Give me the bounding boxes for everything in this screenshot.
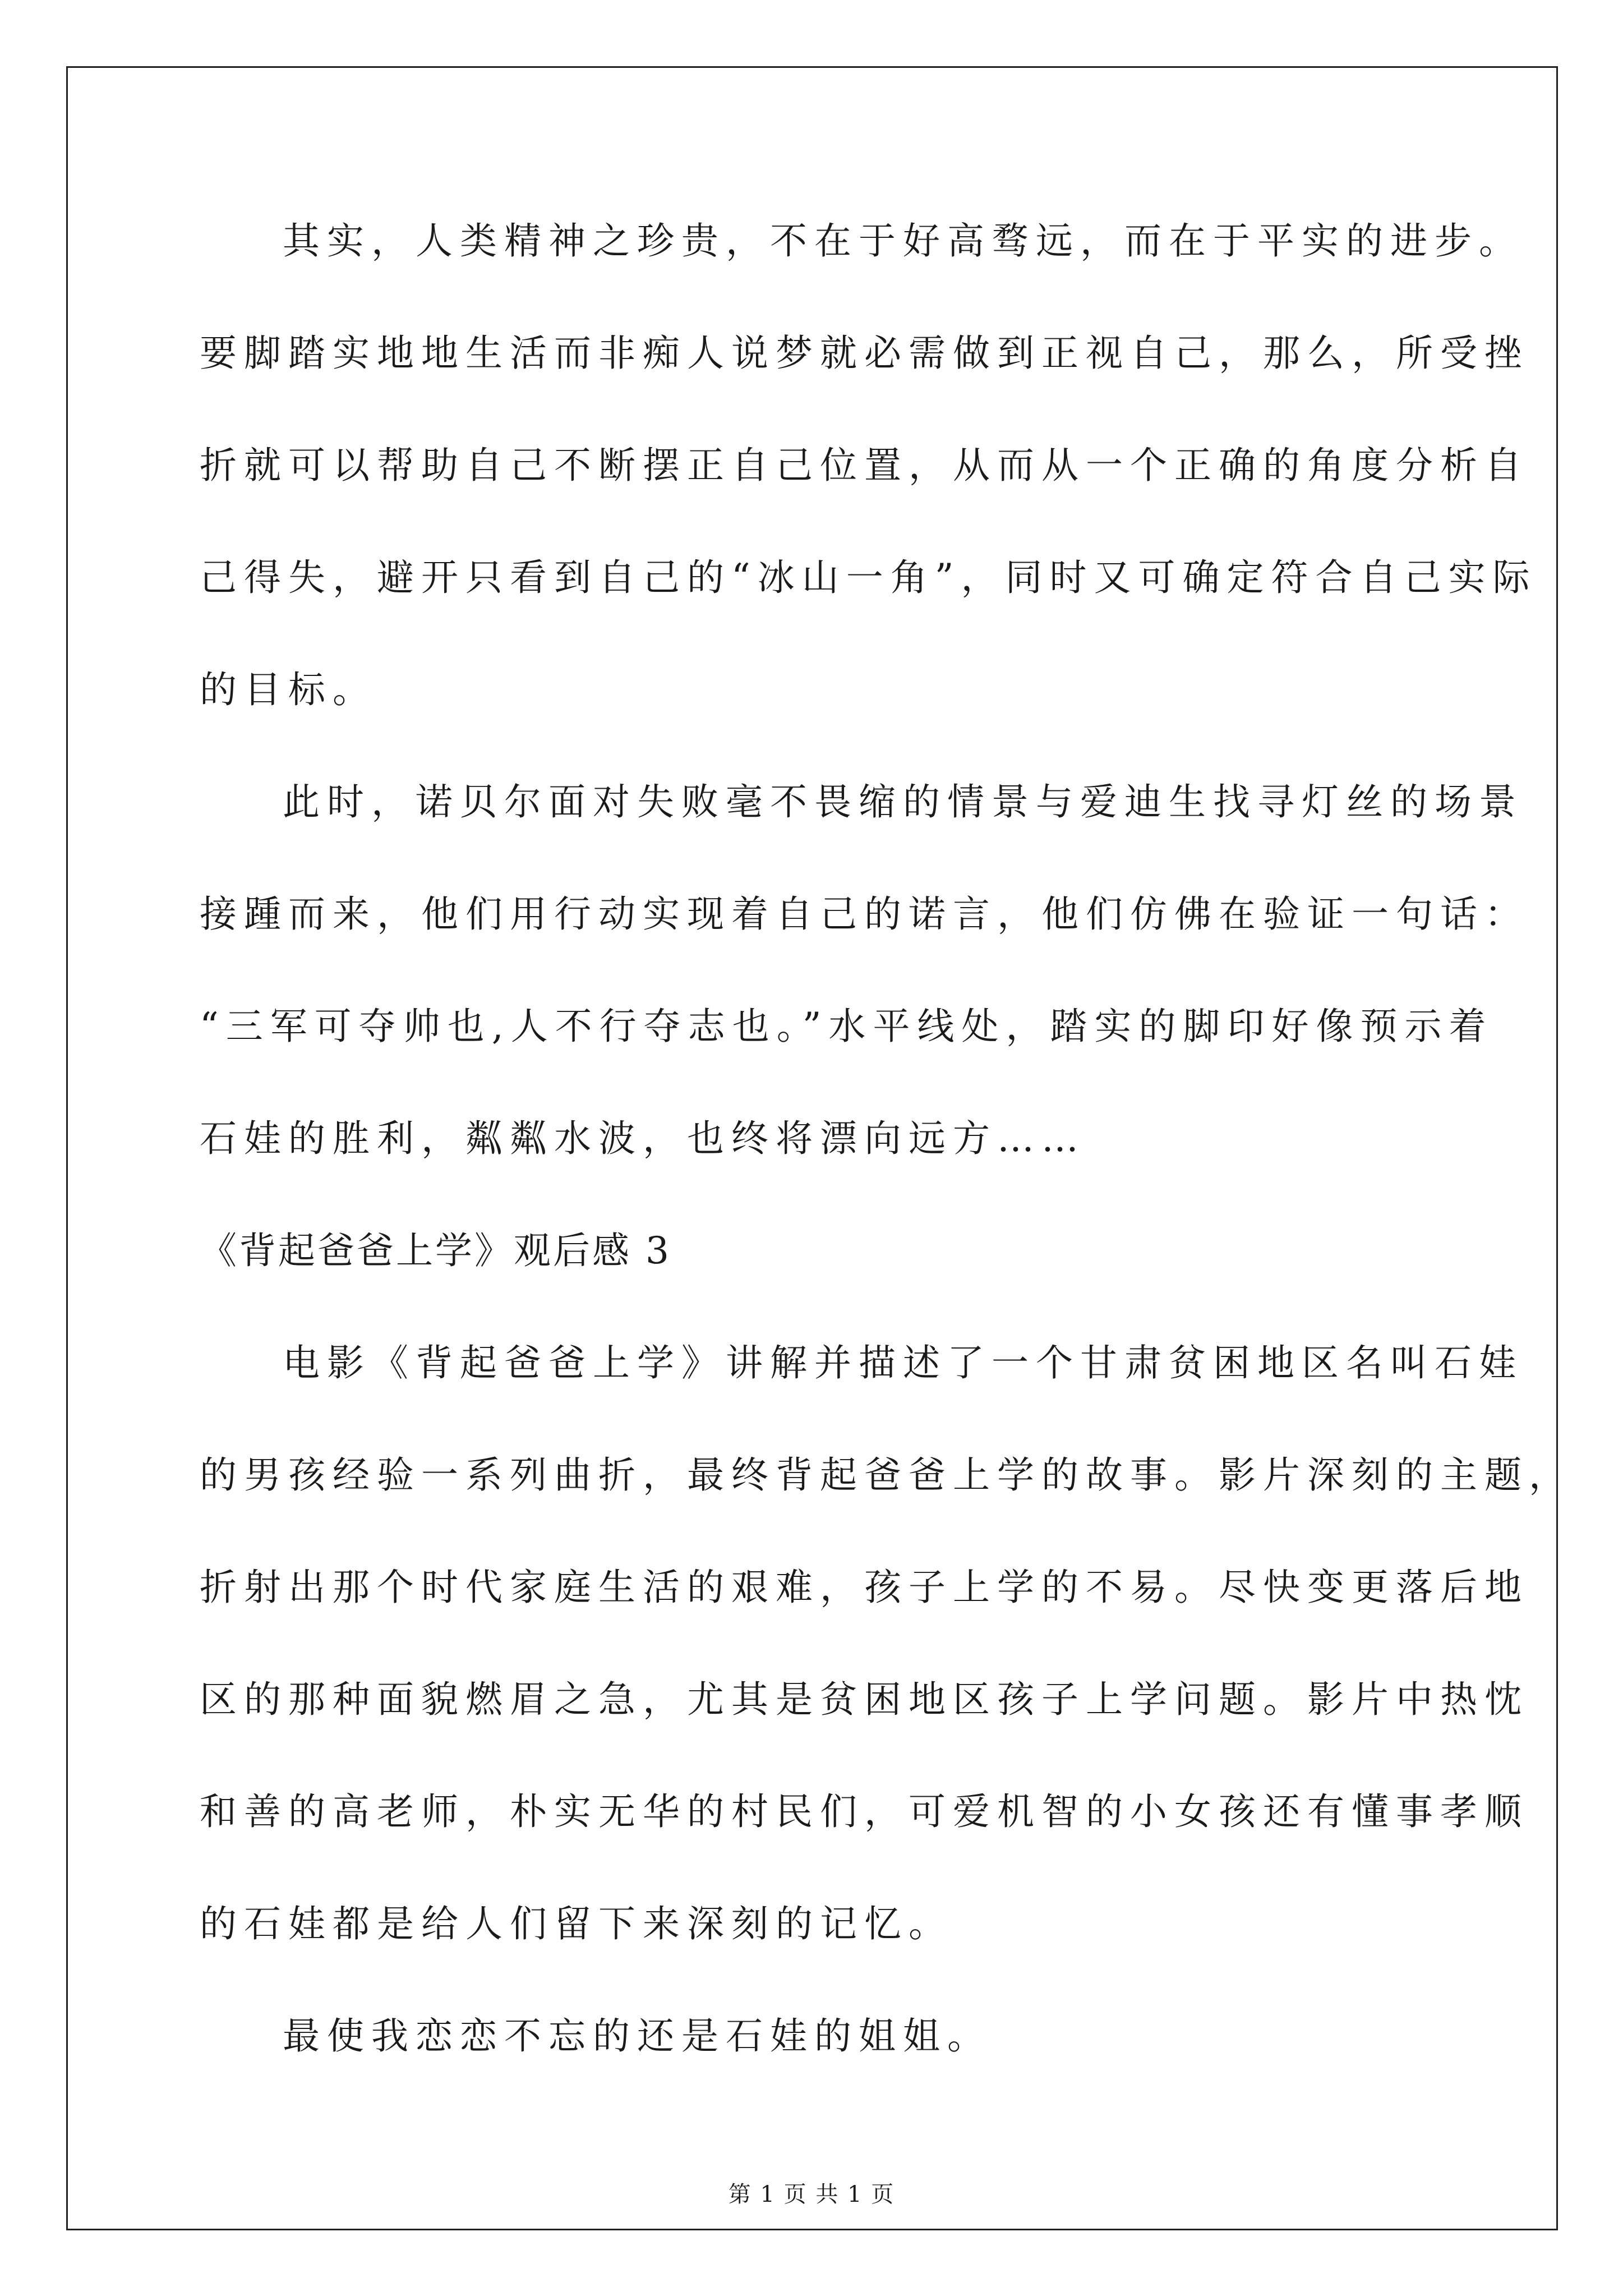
paragraph-line: 要脚踏实地地生活而非痴人说梦就必需做到正视自己，那么，所受挫 xyxy=(200,332,1529,375)
paragraph-line: 的石娃都是给人们留下来深刻的记忆。 xyxy=(200,1902,953,1945)
paragraph-line: 的男孩经验一系列曲折，最终背起爸爸上学的故事。影片深刻的主题， xyxy=(200,1453,1573,1497)
paragraph-line: 最使我恋恋不忘的还是石娃的姐姐。 xyxy=(283,2014,992,2058)
paragraph-line: 石娃的胜利，粼粼水波，也终将漂向远方…… xyxy=(200,1117,1086,1160)
page-number-footer: 第 1 页 共 1 页 xyxy=(728,2182,895,2207)
document-body xyxy=(200,208,1573,2115)
paragraph-line: 折射出那个时代家庭生活的艰难，孩子上学的不易。尽快变更落后地 xyxy=(200,1566,1529,1609)
section-heading: 《背起爸爸上学》观后感 3 xyxy=(200,1229,671,1272)
paragraph-line: 己得失，避开只看到自己的“冰山一角”，同时又可确定符合自己实际 xyxy=(200,556,1537,599)
paragraph-line: 其实，人类精神之珍贵，不在于好高骛远，而在于平实的进步。 xyxy=(283,219,1523,263)
paragraph-line: 此时，诺贝尔面对失败毫不畏缩的情景与爱迪生找寻灯丝的场景 xyxy=(283,780,1523,823)
paragraph-line: 折就可以帮助自己不断摆正自己位置，从而从一个正确的角度分析自 xyxy=(200,444,1529,487)
paragraph-line: “三军可夺帅也,人不行夺志也。”水平线处，踏实的脚印好像预示着 xyxy=(200,1005,1493,1048)
paragraph-line: 接踵而来，他们用行动实现着自己的诺言，他们仿佛在验证一句话： xyxy=(200,892,1529,936)
paragraph-line: 电影《背起爸爸上学》讲解并描述了一个甘肃贫困地区名叫石娃 xyxy=(283,1341,1523,1384)
paragraph-line: 的目标。 xyxy=(200,668,377,711)
paragraph-line: 和善的高老师，朴实无华的村民们，可爱机智的小女孩还有懂事孝顺 xyxy=(200,1790,1529,1833)
paragraph-line: 区的那种面貌燃眉之急，尤其是贫困地区孩子上学问题。影片中热忱 xyxy=(200,1678,1529,1721)
